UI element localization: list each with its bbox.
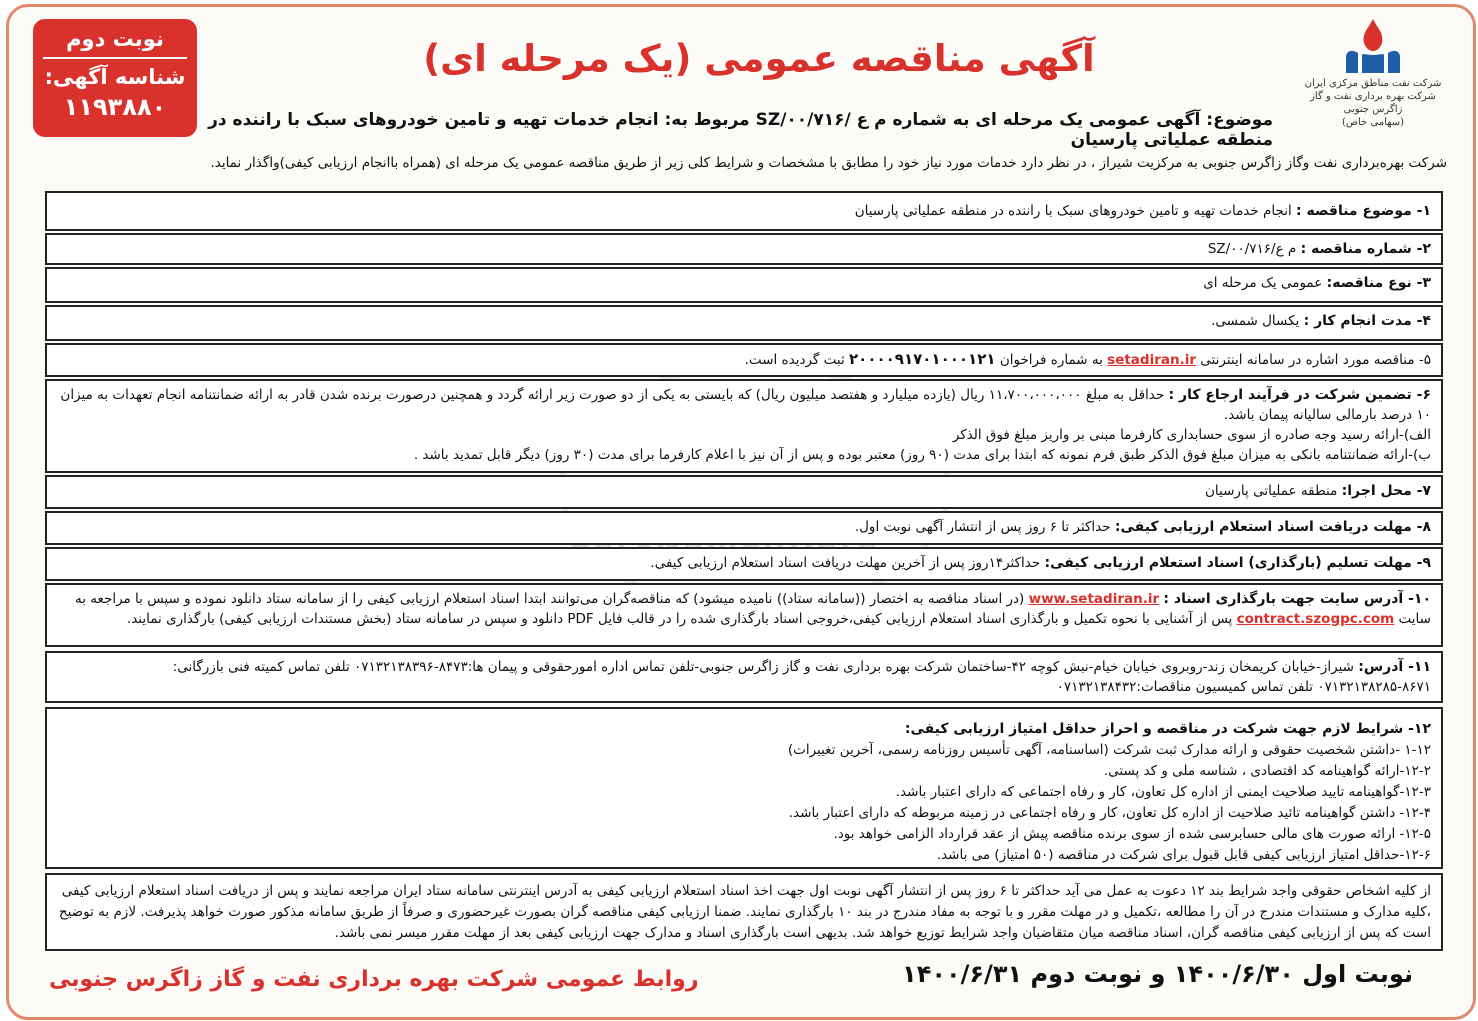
setadiran-www-link[interactable]: www.setadiran.ir bbox=[1028, 591, 1160, 607]
row-12-item: ۱۲-۶-حداقل امتیاز ارزیابی کیفی قابل قبول برای شرکت در مناقصه (۵۰ امتیاز) می باشد. bbox=[936, 847, 1431, 863]
announcement-badge bbox=[33, 19, 197, 137]
row-12 bbox=[45, 707, 1443, 869]
logo-line-2: شرکت بهره برداری نفت و گاز زاگرس جنوبی bbox=[1310, 91, 1436, 115]
row-6-option-a: الف)-ارائه رسید وجه صادره از سوی حسابداری کارفرما مبنی بر واریز مبلغ فوق الذکر bbox=[952, 427, 1431, 443]
row-12-label: ۱۲- شرایط لازم جهت شرکت در مناقصه و احراز حداقل امتیاز ارزیابی کیفی: bbox=[904, 721, 1431, 737]
row-9-label: ۹- مهلت تسلیم (بارگذاری) اسناد استعلام ارزیابی کیفی: bbox=[1044, 555, 1431, 571]
row-5-text-c: ثبت گردیده است. bbox=[744, 352, 845, 368]
badge-round: نوبت دوم bbox=[66, 27, 164, 51]
notice-sheet bbox=[6, 4, 1476, 1020]
row-6-text: حداقل به مبلغ ۱۱،۷۰۰،۰۰۰،۰۰۰ ریال (یازده میلیارد و هفتصد میلیون ریال) که بایستی به یکی از دو صورت زیر ارائه گردد و همچنین درصورت برنده شدن قادر به ارائه ضمانتنامه انجام تعهدات به میزان ۱۰ درصد بارمالی سالیانه پیمان باشد. bbox=[60, 387, 1431, 423]
badge-id-value: ۱۱۹۳۸۸۰ bbox=[63, 93, 167, 121]
row-6 bbox=[45, 379, 1443, 473]
row-5-text-b: به شماره فراخوان bbox=[999, 352, 1103, 368]
row-10-text-2: پس از آشنایی با نحوه تکمیل و بارگذاری اسناد استعلام ارزیابی کیفی،خروجی اسناد بارگذاری شده را در قالب فایل PDF دانلود و سپس در سامانه ستاد (بخش مستندات ارزیابی کیفی) بارگذاری نمایند. bbox=[126, 611, 1233, 627]
row-9 bbox=[45, 547, 1443, 581]
row-8-label: ۸- مهلت دریافت اسناد استعلام ارزیابی کیفی: bbox=[1114, 519, 1431, 535]
row-2-text: م ع/SZ/۰۰/۷۱۶ bbox=[1207, 241, 1297, 257]
row-1-label: ۱- موضوع مناقصه : bbox=[1296, 203, 1431, 219]
call-number: ۲۰۰۰۰۹۱۷۰۱۰۰۰۱۲۱ bbox=[849, 350, 996, 368]
row-8-text: حداکثر تا ۶ روز پس از انتشار آگهی نوبت اول. bbox=[854, 519, 1111, 535]
row-12-item: ۱۲-۳-گواهینامه تایید صلاحیت ایمنی از اداره کل تعاون، کار و رفاه اجتماعی که دارای اعتبار باشد. bbox=[895, 784, 1431, 800]
row-1 bbox=[45, 191, 1443, 231]
notice-intro: شرکت بهره‌برداری نفت وگاز زاگرس جنوبی به مرکزیت شیراز ، در نظر دارد خدمات مورد نیاز خود را مطابق با مشخصات و شرایط کلی زیر از طریق مناقصه عمومی یک مرحله ای (همراه باانجام ارزیابی کیفی)واگذار نماید. bbox=[210, 155, 1447, 171]
row-2-label: ۲- شماره مناقصه : bbox=[1300, 241, 1431, 257]
row-9-text: حداکثر۱۴روز پس از آخرین مهلت دریافت اسناد استعلام ارزیابی کیفی. bbox=[650, 555, 1041, 571]
page-title: آگهی مناقصه عمومی (یک مرحله ای) bbox=[423, 37, 1095, 80]
row-6-option-b: ب)-ارائه ضمانتنامه بانکی به میزان مبلغ فوق الذکر طبق فرم نمونه که ابتدا برای مدت (۹۰ روز) معتبر بوده و پس از آن نیز با اعلام کارفرما برای مدت (۳۰ روز) دیگر قابل تمدید باشد . bbox=[413, 447, 1431, 463]
row-1-text: انجام خدمات تهیه و تامین خودروهای سبک با راننده در منطقه عملیاتی پارسیان bbox=[854, 203, 1292, 219]
logo-line-3: (سهامی خاص) bbox=[1341, 117, 1405, 128]
row-3-label: ۳- نوع مناقصه: bbox=[1326, 275, 1431, 291]
row-7-text: منطقه عملیاتی پارسیان bbox=[1204, 483, 1338, 499]
flame-logo-icon bbox=[1338, 15, 1408, 77]
public-relations-signature: روابط عمومی شرکت بهره برداری نفت و گاز زاگرس جنوبی bbox=[49, 967, 699, 992]
row-10 bbox=[45, 583, 1443, 647]
row-7 bbox=[45, 475, 1443, 509]
row-11-text: شیراز-خیابان کریمخان زند-روبروی خیابان خیام-نبش کوچه ۴۲-ساختمان شرکت بهره برداری نفت و گاز زاگرس جنوبی-تلفن تماس اداره امورحقوقی و پیمان ها:۸۴۷۳-۰۷۱۳۲۱۳۸۳۹۶ تلفن تماس کمیته فنی بازرگانی: ۸۶۷۱-۰۷۱۳۲۱۳۸۲۸۵ تلفن تماس کمیسیون مناقصات:۰۷۱۳۲۱۳۸۴۳۲ bbox=[172, 659, 1431, 695]
row-4-label: ۴- مدت انجام کار : bbox=[1303, 313, 1431, 329]
row-12-item: ۱۲-۵- ارائه صورت های مالی حسابرسی شده از سوی برنده مناقصه پیش از عقد قرارداد الزامی خواهد بود. bbox=[833, 826, 1431, 842]
row-12-item: ۱۲-۲-ارائه گواهینامه کد اقتصادی ، شناسه ملی و کد پستی. bbox=[1103, 763, 1431, 779]
company-logo bbox=[1303, 15, 1443, 145]
row-4 bbox=[45, 305, 1443, 341]
logo-line-1: شرکت نفت مناطق مرکزی ایران bbox=[1304, 78, 1442, 89]
setadiran-link[interactable]: setadiran.ir bbox=[1107, 352, 1196, 368]
row-8 bbox=[45, 511, 1443, 545]
badge-id-label: شناسه آگهی: bbox=[43, 57, 187, 89]
row-3 bbox=[45, 267, 1443, 303]
row-3-text: عمومی یک مرحله ای bbox=[1203, 275, 1323, 291]
row-5 bbox=[45, 343, 1443, 377]
row-10-label: ۱۰- آدرس سایت جهت بارگذاری اسناد : bbox=[1163, 591, 1431, 607]
row-4-text: یکسال شمسی. bbox=[1211, 313, 1300, 329]
row-7-label: ۷- محل اجرا: bbox=[1341, 483, 1431, 499]
contract-site-link[interactable]: contract.szogpc.com bbox=[1236, 611, 1395, 627]
row-6-label: ۶- تضمین شرکت در فرآیند ارجاع کار : bbox=[1168, 387, 1431, 403]
row-10-text-1: (در اسناد مناقصه به اختصار ((سامانه ستاد)) نامیده میشود) که مناقصه‌گران می‌توانند ابتدا اسناد استعلام ارزیابی کیفی را از سامانه ستاد دانلود نموده و سپس با مراجعه به سایت bbox=[74, 591, 1431, 627]
row-2 bbox=[45, 233, 1443, 265]
notice-subject: موضوع: آگهی عمومی یک مرحله ای به شماره م ع /SZ/۰۰/۷۱۶ مربوط به: انجام خدمات تهیه و تامین خودروهای سبک با راننده در منطقه عملیاتی پارسیان bbox=[208, 110, 1273, 150]
row-12-item: ۱۲-۴- داشتن گواهینامه تائید صلاحیت از اداره کل تعاون، کار و رفاه اجتماعی در زمینه مربوطه که دارای اعتبار باشد. bbox=[788, 805, 1431, 821]
row-11 bbox=[45, 651, 1443, 703]
row-12-item: ۱-۱۲ -داشتن شخصیت حقوقی و ارائه مدارک ثبت شرکت (اساسنامه، آگهی تأسیس روزنامه رسمی، آخرین تغییرات) bbox=[787, 742, 1431, 758]
publication-schedule: نوبت اول ۱۴۰۰/۶/۳۰ و نوبت دوم ۱۴۰۰/۶/۳۱ bbox=[902, 960, 1413, 988]
final-note: از کلیه اشخاص حقوقی واجد شرایط بند ۱۲ دعوت به عمل می آید حداکثر تا ۶ روز پس از انتشار آگهی نوبت اول جهت اخذ اسناد استعلام ارزیابی کیفی به آدرس اینترنتی سامانه ستاد ایران مراجعه نمایند و پس از دریافت اسناد استعلام ارزیابی کیفی ،کلیه مدارک و مستندات مندرج در آن را مطالعه ،تکمیل و در مهلت مقرر و با توجه به مفاد مندرج در بند ۱۰ بارگذاری نمایند. ضمنا ارزیابی کیفی مناقصه گران بصورت غیرحضوری و صرفاً از طریق سامانه مذکور صورت خواهد پذیرفت. لازم به توضیح است که پس از ارزیابی کیفی مناقصه گران، اسناد مناقصه میان متقاضیان واجد شرایط توزیع خواهد شد. بدیهی است بارگذاری اسناد و مدارک جهت ارزیابی کیفی بعد از مهلت مقرر میسر نمی باشد. bbox=[45, 873, 1443, 951]
row-5-text-a: ۵- مناقصه مورد اشاره در سامانه اینترنتی bbox=[1200, 352, 1431, 368]
row-11-label: ۱۱- آدرس: bbox=[1358, 659, 1431, 675]
